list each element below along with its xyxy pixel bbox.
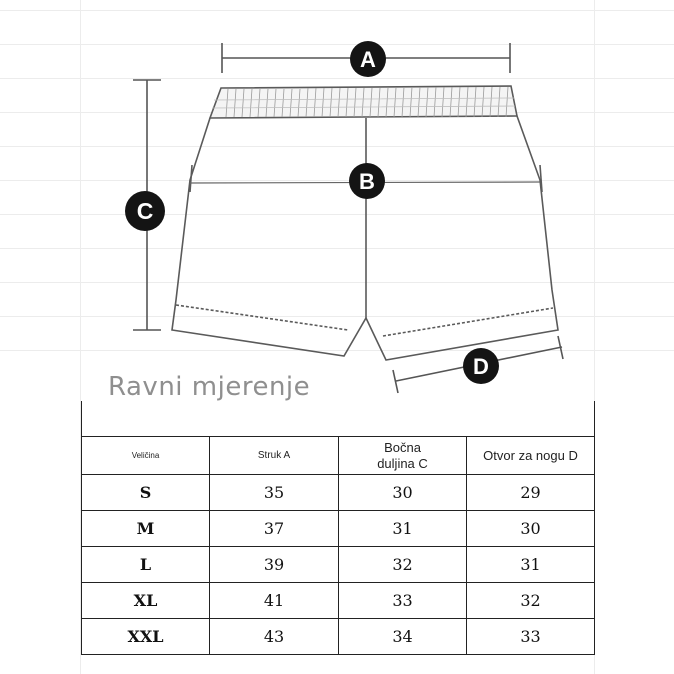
waist-cell: 41 — [210, 583, 339, 619]
header-leg-opening: Otvor za nogu D — [467, 437, 595, 475]
side-length-cell: 30 — [339, 475, 467, 511]
label-b: B — [359, 169, 375, 194]
side-length-cell: 31 — [339, 511, 467, 547]
size-cell: XXL — [82, 619, 210, 655]
label-d: D — [473, 354, 489, 379]
leg-opening-cell: 33 — [467, 619, 595, 655]
waist-cell: 39 — [210, 547, 339, 583]
badge-a — [350, 41, 386, 77]
header-waist: Struk A — [210, 437, 339, 475]
table-row — [82, 583, 595, 619]
waist-cell: 43 — [210, 619, 339, 655]
header-side-length-line2: duljina C — [377, 455, 428, 471]
side-length-cell: 32 — [339, 547, 467, 583]
size-cell: M — [82, 511, 210, 547]
badge-b — [349, 163, 385, 199]
shorts-outline — [172, 86, 558, 360]
waist-cell: 37 — [210, 511, 339, 547]
badge-d — [463, 348, 499, 384]
header-size: Veličina — [82, 437, 210, 475]
measurement-caption: Ravni mjerenje — [108, 372, 311, 402]
side-length-cell: 34 — [339, 619, 467, 655]
table-row — [82, 547, 595, 583]
leg-opening-cell: 30 — [467, 511, 595, 547]
table-row — [82, 475, 595, 511]
waist-cell: 35 — [210, 475, 339, 511]
size-chart-table — [81, 401, 595, 655]
header-side-length-line1: Bočna — [384, 439, 421, 455]
leg-opening-cell: 29 — [467, 475, 595, 511]
leg-opening-cell: 31 — [467, 547, 595, 583]
size-cell: S — [82, 475, 210, 511]
table-row — [82, 619, 595, 655]
leg-opening-cell: 32 — [467, 583, 595, 619]
table-row — [82, 511, 595, 547]
table-header-row — [82, 437, 595, 475]
header-side-length — [339, 437, 467, 475]
table-top-spacer — [82, 401, 595, 437]
side-length-cell: 33 — [339, 583, 467, 619]
label-a: A — [360, 47, 376, 72]
size-cell: L — [82, 547, 210, 583]
size-cell: XL — [82, 583, 210, 619]
badge-c — [125, 191, 165, 231]
label-c: C — [136, 198, 154, 224]
